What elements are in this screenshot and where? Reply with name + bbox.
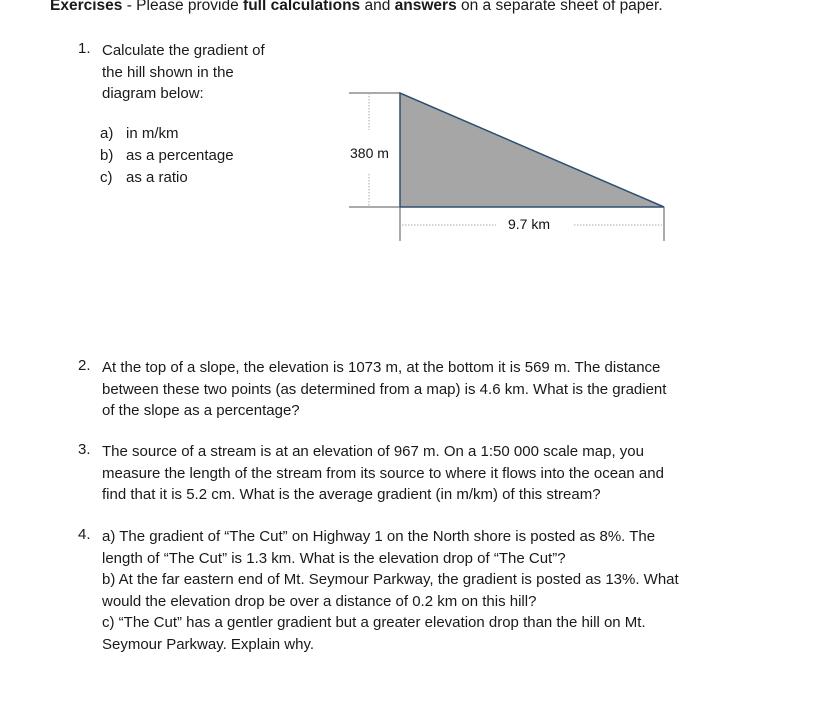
text-line: diagram below: [102, 85, 204, 102]
question-1-parts [100, 123, 234, 189]
text-line: the hill shown in the [102, 63, 234, 81]
part-label: a) [100, 125, 114, 142]
instructions-header [50, 0, 663, 15]
text-line: find that it is 5.2 cm. What is the average gradient (in m/km) of this stream? [102, 486, 601, 503]
header-text-3: on a separate sheet of paper. [456, 0, 663, 14]
text-line: measure the length of the stream from its source to where it flows into the ocean and [102, 464, 664, 482]
question-text [102, 40, 265, 105]
distance-label: 9.7 km [508, 216, 551, 232]
header-bold-1: full calculations [243, 0, 361, 14]
text-line: c) “The Cut” has a gentler gradient but a greater elevation drop than the hill on Mt. [102, 614, 646, 631]
text-line: The source of a stream is at an elevation of 967 m. On a 1:50 000 scale map, you [102, 443, 644, 460]
part-a [100, 123, 234, 145]
text-line: Calculate the gradient of [102, 42, 265, 59]
question-number: 3. [78, 441, 91, 458]
question-number: 1. [78, 40, 91, 57]
question-text [102, 441, 664, 506]
part-label: b) [100, 147, 114, 164]
header-bold-2: answers [394, 0, 457, 14]
header-text-1: - Please provide [122, 0, 244, 14]
question-number: 4. [78, 526, 91, 543]
question-text [102, 526, 679, 655]
part-text: as a percentage [126, 147, 234, 164]
hill-triangle [400, 93, 664, 207]
text-line: between these two points (as determined from a map) is 4.6 km. What is the gradient [102, 380, 667, 398]
question-text [102, 357, 666, 422]
text-line: would the elevation drop be over a distance of 0.2 km on this hill? [102, 592, 537, 610]
part-text: as a ratio [126, 169, 188, 186]
text-line: length of “The Cut” is 1.3 km. What is the elevation drop of “The Cut”? [102, 549, 566, 567]
header-lead: Exercises [50, 0, 123, 14]
text-line: Seymour Parkway. Explain why. [102, 635, 315, 653]
part-c [100, 167, 234, 189]
text-line: b) At the far eastern end of Mt. Seymour Parkway, the gradient is posted as 13%. What [102, 571, 679, 588]
text-line: a) The gradient of “The Cut” on Highway 1 on the North shore is posted as 8%. The [102, 528, 656, 545]
text-line: of the slope as a percentage? [102, 402, 300, 419]
header-text-2: and [360, 0, 395, 14]
part-b [100, 145, 234, 167]
part-label: c) [100, 169, 113, 186]
text-line: At the top of a slope, the elevation is 1073 m, at the bottom it is 569 m. The distance [102, 359, 661, 376]
part-text: in m/km [126, 125, 179, 142]
height-label: 380 m [350, 145, 389, 161]
question-number: 2. [78, 357, 91, 374]
